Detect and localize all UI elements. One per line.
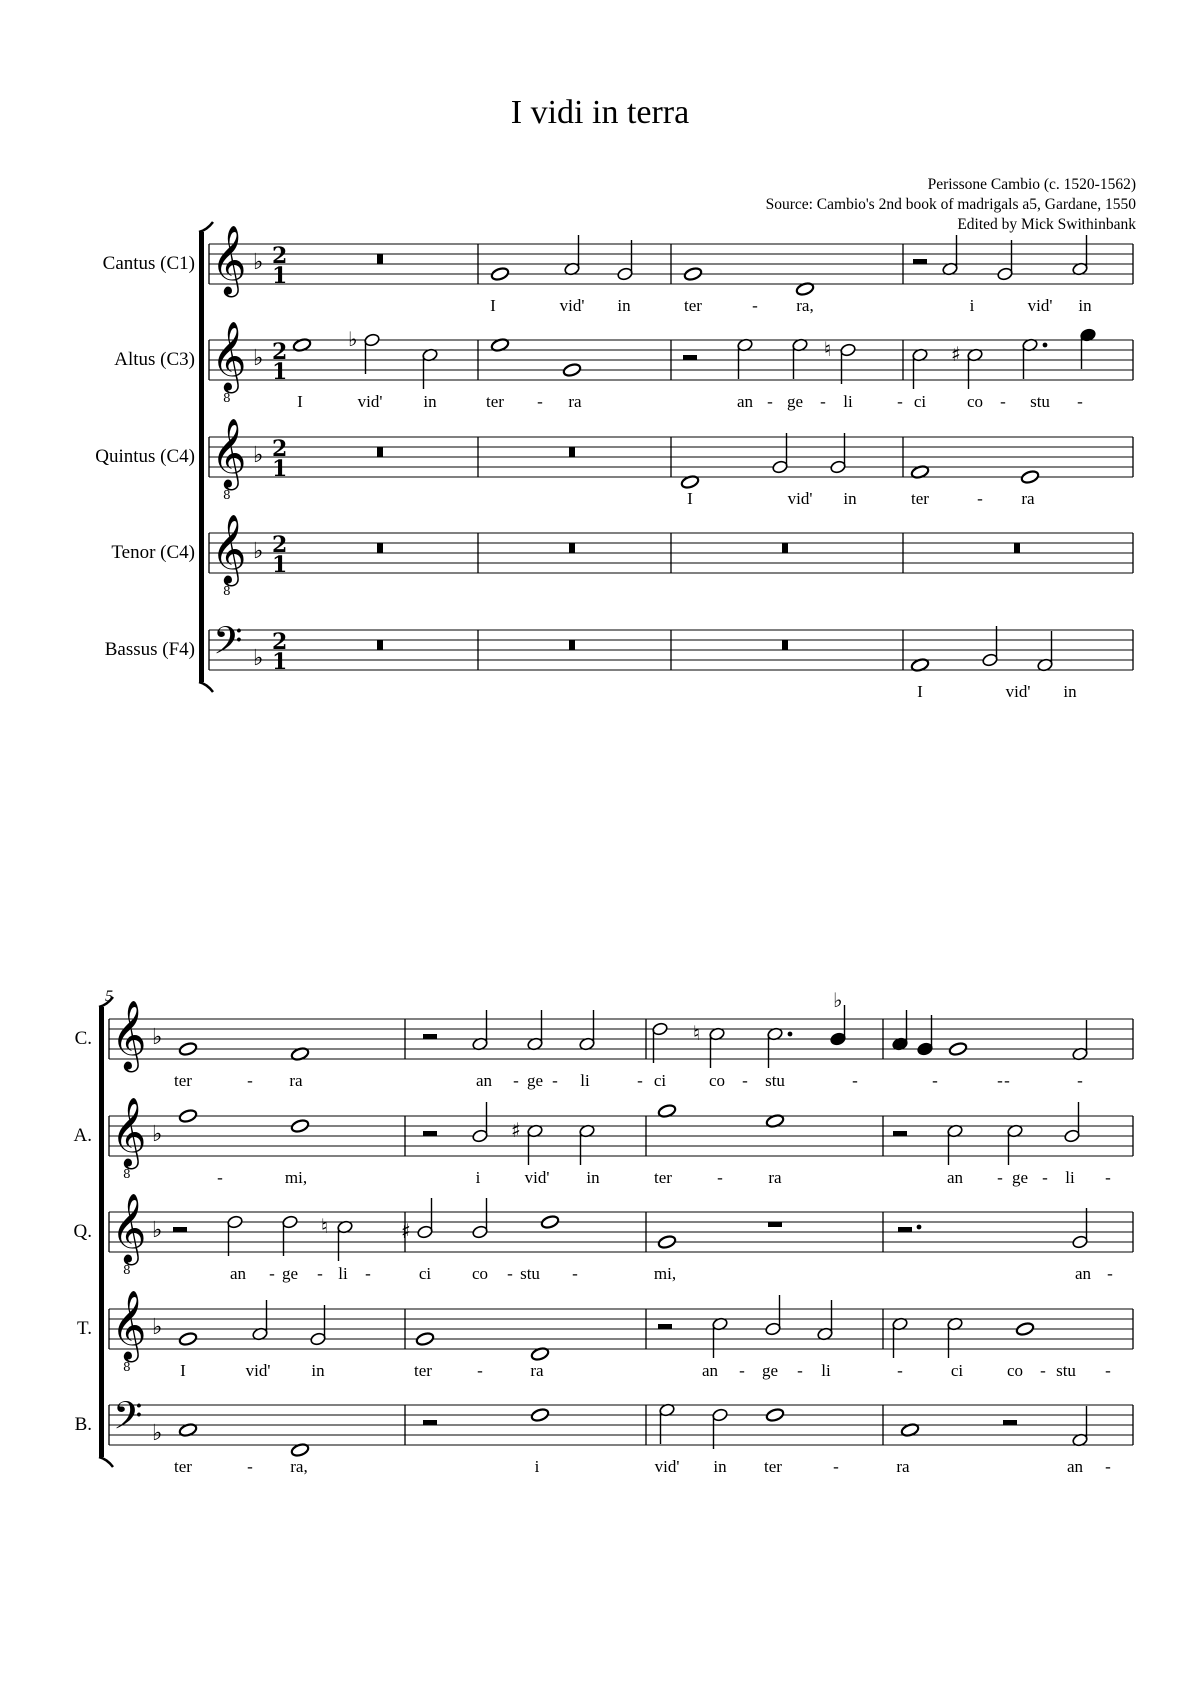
whole-note (490, 266, 509, 281)
lyric-syllable: vid' (524, 1168, 550, 1187)
lyric-syllable: ter (911, 489, 929, 508)
half-rest-icon (423, 1420, 437, 1425)
lyric-syllable: vid' (1027, 296, 1053, 315)
lyric-syllable: - (637, 1071, 643, 1090)
key-signature-flat-icon: ♭ (152, 1315, 163, 1340)
lyric-syllable: - (365, 1264, 371, 1283)
lyric-syllable: an (946, 1168, 964, 1187)
lyric-syllable: ra (1021, 489, 1035, 508)
lyric-syllable: - (997, 1071, 1003, 1090)
whole-note (178, 1041, 197, 1056)
lyric-syllable: vid' (654, 1457, 680, 1476)
lyric-syllable: in (1078, 296, 1092, 315)
sharp-icon: ♯ (951, 342, 961, 366)
time-signature-bottom: 1 (272, 263, 288, 289)
dot-icon (788, 1032, 793, 1037)
lyric-syllable: i (475, 1168, 481, 1187)
lyric-syllable: in (423, 392, 437, 411)
half-rest-icon (423, 1131, 437, 1136)
octave-eight-icon: 8 (223, 584, 231, 598)
lyric-syllable: vid' (1005, 682, 1031, 701)
treble-clef-icon: 𝄞 (111, 1000, 147, 1070)
whole-note (540, 1214, 559, 1229)
whole-bar-rest-icon (782, 543, 788, 553)
part-label: Q. (73, 1221, 92, 1242)
lyric-syllable: co (1006, 1361, 1024, 1380)
whole-note (290, 1118, 309, 1133)
lyric-syllable: li (821, 1361, 831, 1380)
whole-note (178, 1108, 197, 1123)
lyric-syllable: ra (530, 1361, 544, 1380)
lyric-syllable: ra, (796, 296, 814, 315)
lyric-syllable: - (1105, 1457, 1111, 1476)
whole-bar-rest-icon (377, 640, 383, 650)
lyric-syllable: li (1065, 1168, 1075, 1187)
lyric-syllable: ra (568, 392, 582, 411)
natural-icon: ♮ (693, 1021, 701, 1045)
whole-note (765, 1407, 784, 1422)
time-signature-top: 2 (272, 436, 288, 462)
lyric-syllable: stu (1056, 1361, 1076, 1380)
lyric-syllable: li (338, 1264, 348, 1283)
lyric-syllable: an (701, 1361, 719, 1380)
treble-clef-icon: 𝄞 (211, 418, 247, 488)
lyric-syllable: ter (174, 1071, 192, 1090)
lyric-syllable: - (217, 1168, 223, 1187)
lyric-syllable: stu (765, 1071, 785, 1090)
lyric-syllable: vid' (559, 296, 585, 315)
bass-clef-icon: 𝄢 (213, 618, 243, 672)
lyric-syllable: ci (913, 392, 927, 411)
time-signature-bottom: 1 (272, 552, 288, 578)
lyric-syllable: - (752, 296, 758, 315)
lyric-syllable: - (1042, 1168, 1048, 1187)
whole-bar-rest-icon (377, 254, 383, 264)
lyric-syllable: vid' (245, 1361, 271, 1380)
time-signature-top: 2 (272, 243, 288, 269)
time-signature-top: 2 (272, 532, 288, 558)
lyric-syllable: - (1000, 392, 1006, 411)
lyric-syllable: an (229, 1264, 247, 1283)
whole-note (562, 362, 581, 377)
bass-clef-icon: 𝄢 (113, 1393, 143, 1447)
lyric-syllable: in (586, 1168, 600, 1187)
half-rest-icon (173, 1227, 187, 1232)
source-credit: Source: Cambio's 2nd book of madrigals a5, Gardane, 1550 (765, 196, 1136, 213)
key-signature-flat-icon: ♭ (253, 346, 264, 371)
lyric-syllable: ge (786, 392, 804, 411)
lyric-syllable: in (713, 1457, 727, 1476)
lyric-syllable: - (552, 1071, 558, 1090)
lyric-syllable: ge (526, 1071, 544, 1090)
octave-eight-icon: 8 (223, 391, 231, 405)
editor-credit: Edited by Mick Swithinbank (957, 216, 1136, 233)
lyric-syllable: - (247, 1071, 253, 1090)
whole-bar-rest-icon (569, 640, 575, 650)
lyric-syllable: in (843, 489, 857, 508)
lyric-syllable: li (843, 392, 853, 411)
lyric-syllable: ge (1011, 1168, 1029, 1187)
lyric-syllable: - (742, 1071, 748, 1090)
lyric-syllable: I (917, 682, 923, 701)
whole-note (178, 1331, 197, 1346)
half-rest-icon (1003, 1420, 1017, 1425)
key-signature-flat-icon: ♭ (152, 1421, 163, 1446)
whole-note (1015, 1321, 1034, 1336)
sharp-icon: ♯ (401, 1219, 411, 1243)
whole-bar-rest-icon (377, 543, 383, 553)
natural-icon: ♮ (824, 337, 832, 361)
lyric-syllable: in (1063, 682, 1077, 701)
whole-note (1020, 469, 1039, 484)
lyric-syllable: - (1105, 1361, 1111, 1380)
time-signature-bottom: 1 (272, 456, 288, 482)
octave-eight-icon: 8 (123, 1167, 131, 1181)
whole-note (657, 1234, 676, 1249)
flat-icon: ♭ (348, 327, 358, 351)
whole-note (683, 266, 702, 281)
lyric-syllable: - (513, 1071, 519, 1090)
lyric-syllable: mi, (284, 1168, 308, 1187)
lyric-syllable: - (977, 489, 983, 508)
lyric-syllable: ra, (290, 1457, 308, 1476)
key-signature-flat-icon: ♭ (253, 539, 264, 564)
lyric-syllable: - (997, 1168, 1003, 1187)
lyric-syllable: - (507, 1264, 513, 1283)
flat-icon: ♭ (833, 988, 843, 1012)
lyric-syllable: ter (764, 1457, 782, 1476)
bracket-bottom-hook (99, 1457, 113, 1467)
lyric-syllable: ge (761, 1361, 779, 1380)
lyric-syllable: ra (896, 1457, 910, 1476)
dot-icon (917, 1225, 922, 1230)
octave-eight-icon: 8 (223, 488, 231, 502)
lyric-syllable: ci (653, 1071, 667, 1090)
time-signature-top: 2 (272, 629, 288, 655)
page-title: I vidi in terra (510, 94, 690, 131)
lyric-syllable: - (269, 1264, 275, 1283)
lyric-syllable: vid' (357, 392, 383, 411)
half-rest-icon (898, 1227, 912, 1232)
half-rest-icon (683, 355, 697, 360)
lyric-syllable: - (1004, 1071, 1010, 1090)
time-signature-bottom: 1 (272, 649, 288, 675)
lyric-syllable: stu (520, 1264, 540, 1283)
lyric-syllable: ter (684, 296, 702, 315)
lyric-syllable: in (311, 1361, 325, 1380)
lyric-syllable: in (617, 296, 631, 315)
dot-icon (1043, 343, 1048, 348)
lyric-syllable: - (247, 1457, 253, 1476)
lyric-syllable: an (1074, 1264, 1092, 1283)
lyric-syllable: co (708, 1071, 726, 1090)
lyric-syllable: - (797, 1361, 803, 1380)
composer-credit: Perissone Cambio (c. 1520-1562) (927, 176, 1136, 193)
lyric-syllable: - (572, 1264, 578, 1283)
key-signature-flat-icon: ♭ (152, 1122, 163, 1147)
part-label: Tenor (C4) (111, 542, 195, 563)
part-label: Cantus (C1) (102, 253, 195, 274)
lyric-syllable: ra (289, 1071, 303, 1090)
lyric-syllable: ter (174, 1457, 192, 1476)
lyric-syllable: I (687, 489, 693, 508)
treble-clef-icon: 𝄞 (211, 321, 247, 391)
lyric-syllable: ra (768, 1168, 782, 1187)
whole-bar-rest-icon (782, 640, 788, 650)
key-signature-flat-icon: ♭ (253, 443, 264, 468)
whole-note (415, 1331, 434, 1346)
sharp-icon: ♯ (511, 1118, 521, 1142)
octave-eight-icon: 8 (123, 1360, 131, 1374)
treble-clef-icon: 𝄞 (211, 514, 247, 584)
whole-bar-rest-icon (377, 447, 383, 457)
key-signature-flat-icon: ♭ (253, 646, 264, 671)
whole-note (948, 1041, 967, 1056)
lyric-syllable: vid' (787, 489, 813, 508)
half-rest-icon (893, 1131, 907, 1136)
lyric-syllable: - (1107, 1264, 1113, 1283)
key-signature-flat-icon: ♭ (152, 1218, 163, 1243)
lyric-syllable: an (736, 392, 754, 411)
lyric-syllable: co (966, 392, 984, 411)
lyric-syllable: - (833, 1457, 839, 1476)
whole-rest-icon (768, 1222, 782, 1227)
whole-note (530, 1407, 549, 1422)
lyric-syllable: i (969, 296, 975, 315)
lyric-syllable: ter (486, 392, 504, 411)
lyric-syllable: - (897, 392, 903, 411)
treble-clef-icon: 𝄞 (111, 1097, 147, 1167)
whole-bar-rest-icon (569, 447, 575, 457)
part-label: Quintus (C4) (95, 446, 195, 467)
key-signature-flat-icon: ♭ (152, 1025, 163, 1050)
lyric-syllable: i (534, 1457, 540, 1476)
lyric-syllable: li (580, 1071, 590, 1090)
half-rest-icon (913, 259, 927, 264)
lyric-syllable: - (739, 1361, 745, 1380)
treble-clef-icon: 𝄞 (111, 1290, 147, 1360)
lyric-syllable: - (1077, 392, 1083, 411)
lyric-syllable: - (717, 1168, 723, 1187)
half-rest-icon (658, 1324, 672, 1329)
lyric-syllable: stu (1030, 392, 1050, 411)
lyric-syllable: ter (414, 1361, 432, 1380)
key-signature-flat-icon: ♭ (253, 250, 264, 275)
treble-clef-icon: 𝄞 (211, 225, 247, 295)
part-label: C. (74, 1028, 92, 1049)
lyric-syllable: - (852, 1071, 858, 1090)
lyric-syllable: - (897, 1361, 903, 1380)
lyric-syllable: - (1105, 1168, 1111, 1187)
lyric-syllable: - (932, 1071, 938, 1090)
lyric-syllable: - (477, 1361, 483, 1380)
part-label: B. (74, 1414, 92, 1435)
part-label: A. (73, 1125, 92, 1146)
lyric-syllable: - (1077, 1071, 1083, 1090)
system-bracket (99, 1007, 104, 1457)
lyric-syllable: mi, (653, 1264, 677, 1283)
measure-number: 5 (105, 988, 113, 1005)
lyric-syllable: an (475, 1071, 493, 1090)
lyric-syllable: I (490, 296, 496, 315)
octave-eight-icon: 8 (123, 1263, 131, 1277)
whole-bar-rest-icon (1014, 543, 1020, 553)
system-bracket (199, 232, 204, 682)
part-label: Altus (C3) (114, 349, 195, 370)
part-label: Bassus (F4) (104, 639, 195, 660)
treble-clef-icon: 𝄞 (111, 1193, 147, 1263)
lyric-syllable: - (1040, 1361, 1046, 1380)
lyric-syllable: I (180, 1361, 186, 1380)
whole-bar-rest-icon (569, 543, 575, 553)
lyric-syllable: - (820, 392, 826, 411)
bracket-bottom-hook (199, 682, 213, 692)
part-label: T. (77, 1318, 92, 1339)
half-rest-icon (423, 1034, 437, 1039)
lyric-syllable: ge (281, 1264, 299, 1283)
lyric-syllable: co (471, 1264, 489, 1283)
lyric-syllable: ci (950, 1361, 964, 1380)
lyric-syllable: ci (418, 1264, 432, 1283)
time-signature-bottom: 1 (272, 359, 288, 385)
lyric-syllable: - (767, 392, 773, 411)
lyric-syllable: - (537, 392, 543, 411)
lyric-syllable: an (1066, 1457, 1084, 1476)
lyric-syllable: ter (654, 1168, 672, 1187)
lyric-syllable: - (317, 1264, 323, 1283)
lyric-syllable: I (297, 392, 303, 411)
time-signature-top: 2 (272, 339, 288, 365)
natural-icon: ♮ (321, 1214, 329, 1238)
